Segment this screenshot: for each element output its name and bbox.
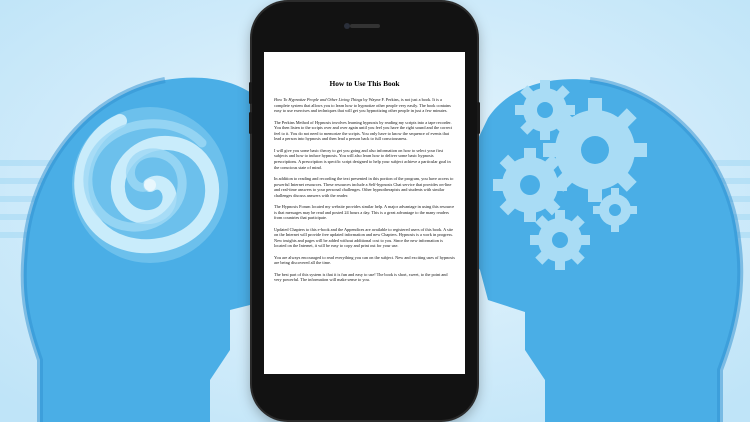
phone-screen[interactable]: [264, 52, 465, 374]
earpiece-speaker: [350, 24, 380, 28]
paragraph-4: The Hypnosis Forum located my website provides similar help. A major advantage in using this resource is that messages may be read and posted 24 hours a day. This is a great advantage to the many readers from countries that participate.: [274, 204, 455, 221]
book-name-italic: How To Hypnotize People and Other Living Things: [274, 97, 363, 102]
intro-paragraph: [274, 97, 455, 114]
hypnotic-spiral: [72, 107, 228, 263]
smartphone: [252, 2, 477, 420]
gear-top-icon: [515, 80, 575, 140]
paragraph-3: In addition to reading and recording the text presented in this portion of the program, you have access to powerful Internet resources. These resources include a Self-hypnosis Chat service that provides on-line and real-time answers to your personal challenges. Other hypnotherapists and students with similar challenges discuss answers with the reader.: [274, 175, 454, 198]
paragraph-1: The Perkins Method of Hypnosis involves learning hypnosis by reading my scripts into a tape recorder. You then listen to the scripts over and over again until you feel you have the right sound and the correct feel to it. You do not need to memorize the scripts. You only have to know the sequence of events that lead a person into hypnosis and then lead a person back to full consciousness.: [274, 119, 453, 142]
paragraph-6: You are always encouraged to read everything you can on the subject. New and exciting uses of hypnosis are being discovered all the time.: [274, 254, 455, 266]
intro-text: by Wayne F. Perkins, is not just a book. It is a complete system that allows you to learn how to hypnotize other people very easily. The book contains easy to use exercises and techniques that will get you hypnotizing other people in just a few minutes.: [274, 97, 451, 114]
paragraph-5: Updated Chapters to this e-book and the Appendices are available to registered users of this book. A site on the Internet will provide free updated information and new Chapters. Hypnosis is a work in progress. New insights and pages will be added without additional cost to you. Since the new information is located on the Internet, it will be easy to copy and print out for your use.: [274, 226, 453, 249]
paragraph-2: I will give you some basic theory to get you going and also information on how to select your first subjects and how to induce hypnosis. You will also learn how to deliver some basic hypnosis prescriptions. A prescription is specific script designed to help your subject achieve a particular goal in the conscious state of mind.: [274, 147, 451, 170]
volume-down-button: [249, 112, 252, 134]
gear-bottom-icon: [530, 210, 590, 270]
volume-up-button: [249, 82, 252, 104]
power-button: [477, 102, 480, 134]
book-title: How to Use This Book: [329, 79, 400, 88]
paragraph-7: The best part of this system is that it is fun and easy to use! The book is short, sweet, to the point and very powerful. The information will make sense to you.: [274, 271, 448, 283]
